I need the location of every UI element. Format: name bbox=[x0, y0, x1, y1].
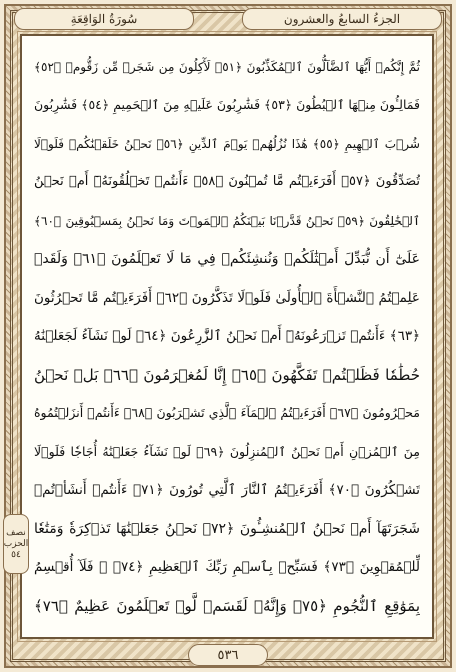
hizb-label-2: الحزب bbox=[3, 538, 29, 549]
hizb-label-3: ٥٤ bbox=[11, 549, 21, 560]
page-number bbox=[188, 644, 268, 666]
verse-line: شَجَرَتَهَآ أَمۡ نَحۡنُ ٱلۡمُنشِـُٔونَ ﴿٧٢﴾ نَحۡنُ جَعَلۡنَٰهَا تَذۡكِرَةٗ وَمَتَٰعٗا bbox=[34, 520, 420, 537]
verse-line: تَشۡكُرُونَ ﴿٧٠﴾ أَفَرَءَيۡتُمُ ٱلنَّارَ ٱلَّتِي تُورُونَ ﴿٧١﴾ ءَأَنتُمۡ أَنشَأۡتُمۡ bbox=[34, 482, 420, 499]
verse-line: مَحۡرُومُونَ ﴿٦٧﴾ أَفَرَءَيۡتُمُ ٱلۡمَآءَ ٱلَّذِي تَشۡرَبُونَ ﴿٦٨﴾ ءَأَنتُمۡ أَنزَلۡتُمُوهُ bbox=[34, 405, 420, 421]
surah-title: سُورَةُ الوَاقِعَةِ bbox=[70, 12, 138, 26]
verse-line: مِنَ ٱلۡمُزۡنِ أَمۡ نَحۡنُ ٱلۡمُنزِلُونَ ﴿٦٩﴾ لَوۡ نَشَآءُ جَعَلۡنَٰهُ أُجَاجٗا فَلَوۡلَا bbox=[34, 443, 420, 459]
verse-line: فَمَالِـُٔونَ مِنۡهَا ٱلۡبُطُونَ ﴿٥٣﴾ فَشَٰرِبُونَ عَلَيۡهِ مِنَ ٱلۡحَمِيمِ ﴿٥٤﴾ فَشَٰرِبُونَ bbox=[34, 97, 420, 113]
surah-header bbox=[14, 8, 194, 30]
verse-line: عَلِمۡتُمُ ٱلنَّشۡأَةَ ٱلۡأُولَىٰ فَلَوۡلَا تَذَكَّرُونَ ﴿٦٢﴾ أَفَرَءَيۡتُم مَّا تَحۡرُثُونَ bbox=[34, 289, 420, 306]
verse-line: تُصَدِّقُونَ ﴿٥٧﴾ أَفَرَءَيۡتُم مَّا تُمۡنُونَ ﴿٥٨﴾ ءَأَنتُمۡ تَخۡلُقُونَهُۥٓ أَمۡ نَحۡنُ bbox=[34, 174, 420, 190]
verse-line: عَلَىٰٓ أَن نُّبَدِّلَ أَمۡثَٰلَكُمۡ وَنُنشِئَكُمۡ فِي مَا لَا تَعۡلَمُونَ ﴿٦١﴾ وَلَقَدۡ bbox=[34, 251, 420, 268]
verse-line: بِمَوَٰقِعِ ٱلنُّجُومِ ﴿٧٥﴾ وَإِنَّهُۥ لَقَسَمٞ لَّوۡ تَعۡلَمُونَ عَظِيمٌ ﴿٧٦﴾ bbox=[34, 596, 420, 615]
verse-line: لِّلۡمُقۡوِينَ ﴿٧٣﴾ فَسَبِّحۡ بِٱسۡمِ رَبِّكَ ٱلۡعَظِيمِ ﴿٧٤﴾ ۞ فَلَآ أُقۡسِمُ bbox=[34, 559, 420, 576]
verse-line: ﴿٦٣﴾ ءَأَنتُمۡ تَزۡرَعُونَهُۥٓ أَمۡ نَحۡنُ ٱلزَّٰرِعُونَ ﴿٦٤﴾ لَوۡ نَشَآءُ لَجَعَلۡنَٰهُ bbox=[34, 328, 420, 345]
juz-header bbox=[242, 8, 442, 30]
juz-title: الجزءُ السابعُ والعشرون bbox=[283, 12, 401, 26]
hizb-marker bbox=[3, 514, 29, 574]
hizb-label-1: نصف bbox=[6, 527, 26, 538]
verse-line: حُطَٰمٗا فَظَلۡتُمۡ تَفَكَّهُونَ ﴿٦٥﴾ إِنَّا لَمُغۡرَمُونَ ﴿٦٦﴾ بَلۡ نَحۡنُ bbox=[34, 365, 420, 384]
page-number-text: ٥٣٦ bbox=[217, 647, 239, 663]
text-panel bbox=[20, 34, 434, 639]
verse-line: ٱلۡخَٰلِقُونَ ﴿٥٩﴾ نَحۡنُ قَدَّرۡنَا بَيۡنَكُمُ ٱلۡمَوۡتَ وَمَا نَحۡنُ بِمَسۡبُوقِينَ ﴿٦٠﴾ bbox=[34, 213, 420, 228]
verse-lines bbox=[34, 48, 420, 625]
verse-line: ثُمَّ إِنَّكُمۡ أَيُّهَا ٱلضَّآلُّونَ ٱلۡمُكَذِّبُونَ ﴿٥١﴾ لَأٓكِلُونَ مِن شَجَرٖ مِّن زَقُّومٖ ﴿٥٢﴾ bbox=[34, 60, 420, 74]
verse-line: شُرۡبَ ٱلۡهِيمِ ﴿٥٥﴾ هَٰذَا نُزُلُهُمۡ يَوۡمَ ٱلدِّينِ ﴿٥٦﴾ نَحۡنُ خَلَقۡنَٰكُمۡ فَلَوۡلَا bbox=[34, 136, 420, 151]
